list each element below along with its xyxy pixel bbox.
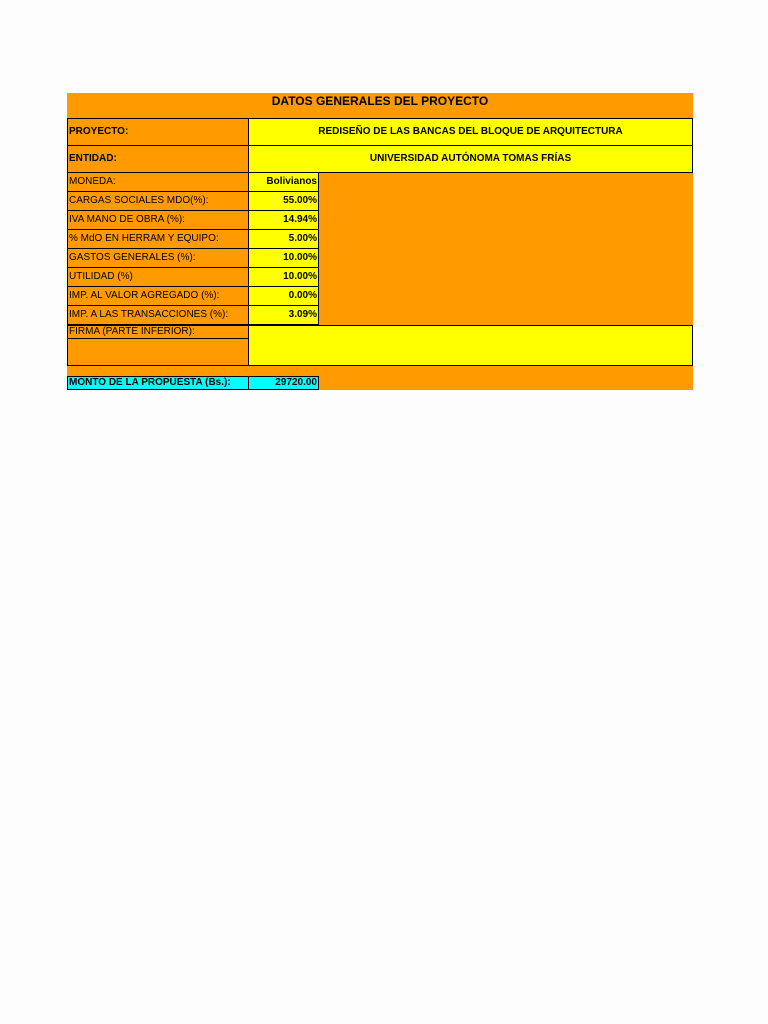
iva-label[interactable]: IMP. AL VALOR AGREGADO (%): (67, 286, 249, 306)
mdo-herram-value[interactable]: 5.00% (248, 229, 319, 249)
iva-mano-obra-value[interactable]: 14.94% (248, 210, 319, 230)
sheet-title: DATOS GENERALES DEL PROYECTO (271, 94, 489, 108)
firma-label-cell[interactable] (67, 338, 249, 366)
gastos-generales-label[interactable]: GASTOS GENERALES (%): (67, 248, 249, 268)
proyecto-label[interactable]: PROYECTO: (67, 118, 249, 146)
firma-value[interactable] (248, 325, 693, 366)
utilidad-label[interactable]: UTILIDAD (%) (67, 267, 249, 287)
it-label[interactable]: IMP. A LAS TRANSACCIONES (%): (67, 305, 249, 325)
firma-label[interactable]: FIRMA (PARTE INFERIOR): (67, 325, 249, 339)
iva-mano-obra-label[interactable]: IVA MANO DE OBRA (%): (67, 210, 249, 230)
project-data-sheet (67, 93, 693, 390)
moneda-value[interactable]: Bolivianos (248, 172, 319, 192)
cargas-sociales-value[interactable]: 55.00% (248, 191, 319, 211)
utilidad-value[interactable]: 10.00% (248, 267, 319, 287)
gastos-generales-value[interactable]: 10.00% (248, 248, 319, 268)
moneda-label[interactable]: MONEDA: (67, 172, 249, 192)
it-value[interactable]: 3.09% (248, 305, 319, 325)
iva-value[interactable]: 0.00% (248, 286, 319, 306)
proyecto-value[interactable]: REDISEÑO DE LAS BANCAS DEL BLOQUE DE ARQUITECTURA (248, 118, 693, 146)
mdo-herram-label[interactable]: % MdO EN HERRAM Y EQUIPO: (67, 229, 249, 249)
monto-label[interactable]: MONTO DE LA PROPUESTA (Bs.): (67, 376, 249, 390)
cargas-sociales-label[interactable]: CARGAS SOCIALES MDO(%): (67, 191, 249, 211)
entidad-value[interactable]: UNIVERSIDAD AUTÓNOMA TOMAS FRÍAS (248, 145, 693, 173)
entidad-label[interactable]: ENTIDAD: (67, 145, 249, 173)
monto-value[interactable]: 29720.00 (248, 376, 319, 390)
